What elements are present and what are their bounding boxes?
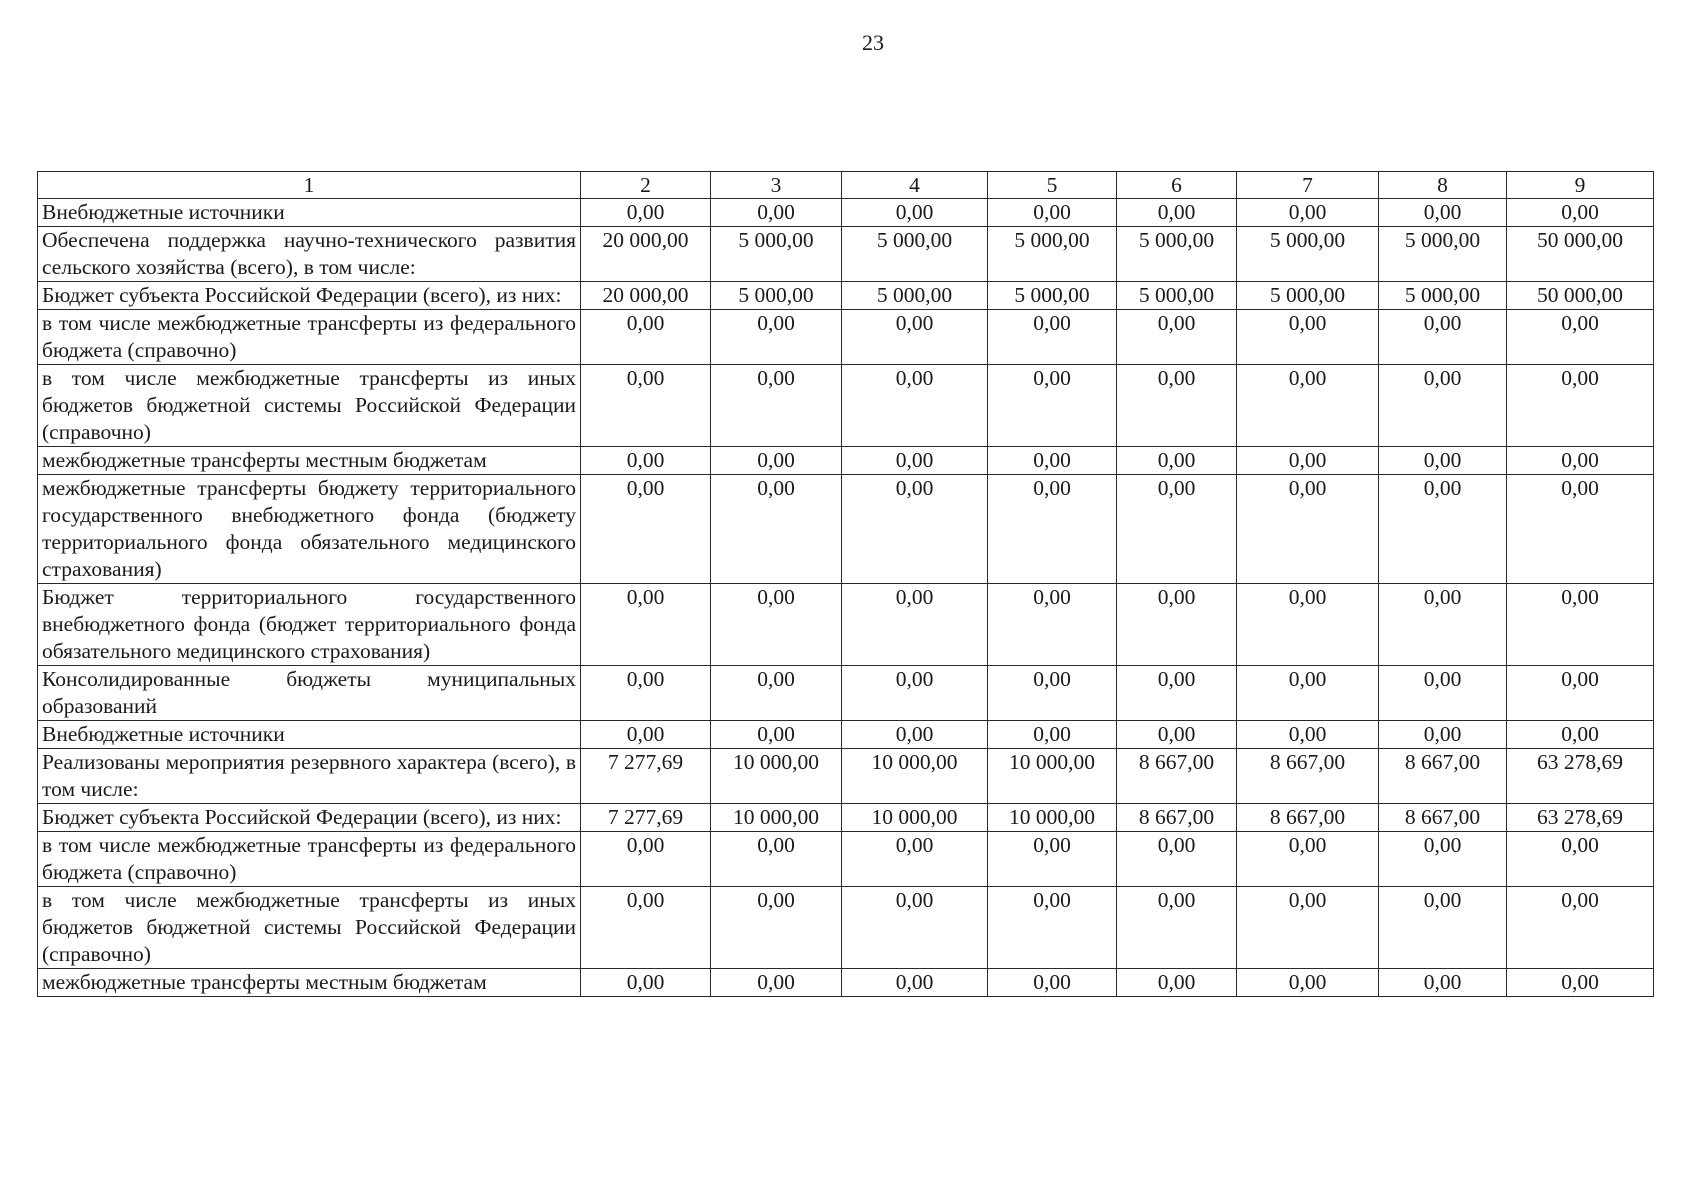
row-label: в том числе межбюджетные трансферты из иных бюджетов бюджетной системы Российской Федерации (справочно)	[38, 887, 581, 969]
value-cell: 0,00	[988, 475, 1117, 584]
table-row	[38, 447, 1654, 475]
value-cell: 50 000,00	[1507, 227, 1654, 282]
value-cell: 10 000,00	[988, 749, 1117, 804]
value-cell: 0,00	[1379, 832, 1507, 887]
table-row	[38, 475, 1654, 584]
table-row	[38, 365, 1654, 447]
value-cell: 0,00	[711, 365, 842, 447]
value-cell: 5 000,00	[1117, 282, 1237, 310]
value-cell: 0,00	[1117, 365, 1237, 447]
value-cell: 0,00	[581, 310, 711, 365]
value-cell: 0,00	[1117, 475, 1237, 584]
value-cell: 10 000,00	[988, 804, 1117, 832]
value-cell: 0,00	[1117, 666, 1237, 721]
table-row	[38, 199, 1654, 227]
value-cell: 0,00	[1379, 199, 1507, 227]
value-cell: 0,00	[988, 199, 1117, 227]
value-cell: 0,00	[1379, 365, 1507, 447]
value-cell: 0,00	[1379, 721, 1507, 749]
value-cell: 0,00	[711, 887, 842, 969]
value-cell: 7 277,69	[581, 749, 711, 804]
value-cell: 20 000,00	[581, 282, 711, 310]
value-cell: 0,00	[988, 721, 1117, 749]
row-label: в том числе межбюджетные трансферты из федерального бюджета (справочно)	[38, 832, 581, 887]
value-cell: 0,00	[1507, 475, 1654, 584]
value-cell: 0,00	[1507, 666, 1654, 721]
value-cell: 0,00	[1237, 199, 1379, 227]
value-cell: 0,00	[1117, 310, 1237, 365]
value-cell: 0,00	[1379, 584, 1507, 666]
value-cell: 0,00	[581, 832, 711, 887]
budget-table	[37, 171, 1654, 997]
value-cell: 5 000,00	[711, 227, 842, 282]
value-cell: 0,00	[842, 365, 988, 447]
value-cell: 0,00	[1237, 832, 1379, 887]
column-header-9: 9	[1507, 172, 1654, 199]
value-cell: 8 667,00	[1379, 749, 1507, 804]
value-cell: 0,00	[1237, 365, 1379, 447]
table-body	[38, 199, 1654, 997]
value-cell: 0,00	[711, 310, 842, 365]
value-cell: 0,00	[1379, 969, 1507, 997]
value-cell: 0,00	[1507, 310, 1654, 365]
value-cell: 20 000,00	[581, 227, 711, 282]
value-cell: 0,00	[842, 584, 988, 666]
column-header-8: 8	[1379, 172, 1507, 199]
table-row	[38, 749, 1654, 804]
row-label: Обеспечена поддержка научно-технического развития сельского хозяйства (всего), в том числе:	[38, 227, 581, 282]
value-cell: 0,00	[1379, 310, 1507, 365]
value-cell: 0,00	[842, 447, 988, 475]
value-cell: 0,00	[1117, 969, 1237, 997]
value-cell: 0,00	[711, 832, 842, 887]
value-cell: 0,00	[711, 721, 842, 749]
value-cell: 0,00	[842, 969, 988, 997]
row-label: Внебюджетные источники	[38, 199, 581, 227]
value-cell: 0,00	[711, 666, 842, 721]
row-label: Внебюджетные источники	[38, 721, 581, 749]
value-cell: 63 278,69	[1507, 749, 1654, 804]
value-cell: 0,00	[581, 969, 711, 997]
table-row	[38, 282, 1654, 310]
value-cell: 50 000,00	[1507, 282, 1654, 310]
value-cell: 10 000,00	[842, 749, 988, 804]
column-header-7: 7	[1237, 172, 1379, 199]
row-label: в том числе межбюджетные трансферты из федерального бюджета (справочно)	[38, 310, 581, 365]
value-cell: 0,00	[1507, 887, 1654, 969]
value-cell: 0,00	[988, 584, 1117, 666]
table-row	[38, 666, 1654, 721]
value-cell: 5 000,00	[1237, 282, 1379, 310]
row-label: Бюджет территориального государственного внебюджетного фонда (бюджет территориального фонда обязательного медицинского страхования)	[38, 584, 581, 666]
value-cell: 0,00	[581, 584, 711, 666]
value-cell: 5 000,00	[711, 282, 842, 310]
value-cell: 0,00	[1379, 666, 1507, 721]
value-cell: 0,00	[1507, 969, 1654, 997]
column-header-2: 2	[581, 172, 711, 199]
value-cell: 8 667,00	[1117, 804, 1237, 832]
value-cell: 0,00	[1507, 832, 1654, 887]
value-cell: 10 000,00	[711, 749, 842, 804]
value-cell: 0,00	[711, 447, 842, 475]
value-cell: 0,00	[988, 666, 1117, 721]
value-cell: 0,00	[1237, 887, 1379, 969]
value-cell: 0,00	[842, 475, 988, 584]
value-cell: 0,00	[1237, 475, 1379, 584]
value-cell: 0,00	[988, 447, 1117, 475]
table-row	[38, 227, 1654, 282]
row-label: Реализованы мероприятия резервного характера (всего), в том числе:	[38, 749, 581, 804]
value-cell: 0,00	[842, 310, 988, 365]
value-cell: 0,00	[1507, 447, 1654, 475]
value-cell: 0,00	[988, 365, 1117, 447]
value-cell: 0,00	[1117, 832, 1237, 887]
table-row	[38, 832, 1654, 887]
value-cell: 8 667,00	[1237, 749, 1379, 804]
value-cell: 0,00	[842, 199, 988, 227]
value-cell: 0,00	[711, 199, 842, 227]
table-row	[38, 584, 1654, 666]
value-cell: 0,00	[581, 666, 711, 721]
table-row	[38, 310, 1654, 365]
value-cell: 0,00	[711, 584, 842, 666]
value-cell: 0,00	[842, 887, 988, 969]
value-cell: 0,00	[1379, 475, 1507, 584]
row-label: межбюджетные трансферты местным бюджетам	[38, 969, 581, 997]
value-cell: 0,00	[1117, 721, 1237, 749]
row-label: Бюджет субъекта Российской Федерации (всего), из них:	[38, 804, 581, 832]
value-cell: 0,00	[988, 969, 1117, 997]
table-row	[38, 721, 1654, 749]
value-cell: 7 277,69	[581, 804, 711, 832]
value-cell: 0,00	[1237, 584, 1379, 666]
value-cell: 5 000,00	[988, 227, 1117, 282]
value-cell: 0,00	[988, 832, 1117, 887]
value-cell: 0,00	[581, 475, 711, 584]
value-cell: 0,00	[581, 365, 711, 447]
value-cell: 0,00	[1237, 721, 1379, 749]
column-header-4: 4	[842, 172, 988, 199]
value-cell: 0,00	[988, 887, 1117, 969]
row-label: межбюджетные трансферты бюджету территориального государственного внебюджетного фонда (бюджету территориального фонда обязательного медицинского страхования)	[38, 475, 581, 584]
value-cell: 0,00	[1237, 666, 1379, 721]
value-cell: 5 000,00	[842, 227, 988, 282]
value-cell: 0,00	[1117, 447, 1237, 475]
value-cell: 5 000,00	[1379, 282, 1507, 310]
table-row	[38, 969, 1654, 997]
value-cell: 0,00	[711, 475, 842, 584]
value-cell: 63 278,69	[1507, 804, 1654, 832]
column-header-3: 3	[711, 172, 842, 199]
value-cell: 0,00	[842, 832, 988, 887]
value-cell: 0,00	[1237, 310, 1379, 365]
value-cell: 0,00	[842, 721, 988, 749]
value-cell: 5 000,00	[1117, 227, 1237, 282]
value-cell: 0,00	[1117, 199, 1237, 227]
value-cell: 0,00	[581, 199, 711, 227]
value-cell: 0,00	[1507, 721, 1654, 749]
column-header-6: 6	[1117, 172, 1237, 199]
table-row	[38, 804, 1654, 832]
value-cell: 0,00	[988, 310, 1117, 365]
value-cell: 0,00	[1379, 447, 1507, 475]
value-cell: 0,00	[711, 969, 842, 997]
value-cell: 0,00	[1237, 969, 1379, 997]
value-cell: 5 000,00	[842, 282, 988, 310]
value-cell: 0,00	[581, 447, 711, 475]
value-cell: 8 667,00	[1237, 804, 1379, 832]
value-cell: 0,00	[581, 721, 711, 749]
column-header-5: 5	[988, 172, 1117, 199]
value-cell: 0,00	[1379, 887, 1507, 969]
page-number: 23	[862, 30, 884, 55]
value-cell: 10 000,00	[711, 804, 842, 832]
value-cell: 0,00	[1507, 199, 1654, 227]
value-cell: 0,00	[1117, 584, 1237, 666]
value-cell: 5 000,00	[1237, 227, 1379, 282]
value-cell: 0,00	[1507, 584, 1654, 666]
table-row	[38, 887, 1654, 969]
value-cell: 0,00	[1237, 447, 1379, 475]
value-cell: 10 000,00	[842, 804, 988, 832]
row-label: в том числе межбюджетные трансферты из иных бюджетов бюджетной системы Российской Федерации (справочно)	[38, 365, 581, 447]
value-cell: 8 667,00	[1379, 804, 1507, 832]
column-header-1: 1	[38, 172, 581, 199]
value-cell: 5 000,00	[988, 282, 1117, 310]
value-cell: 0,00	[581, 887, 711, 969]
row-label: Консолидированные бюджеты муниципальных образований	[38, 666, 581, 721]
row-label: межбюджетные трансферты местным бюджетам	[38, 447, 581, 475]
value-cell: 8 667,00	[1117, 749, 1237, 804]
row-label: Бюджет субъекта Российской Федерации (всего), из них:	[38, 282, 581, 310]
value-cell: 0,00	[1117, 887, 1237, 969]
value-cell: 5 000,00	[1379, 227, 1507, 282]
header-row	[38, 172, 1654, 199]
value-cell: 0,00	[842, 666, 988, 721]
value-cell: 0,00	[1507, 365, 1654, 447]
